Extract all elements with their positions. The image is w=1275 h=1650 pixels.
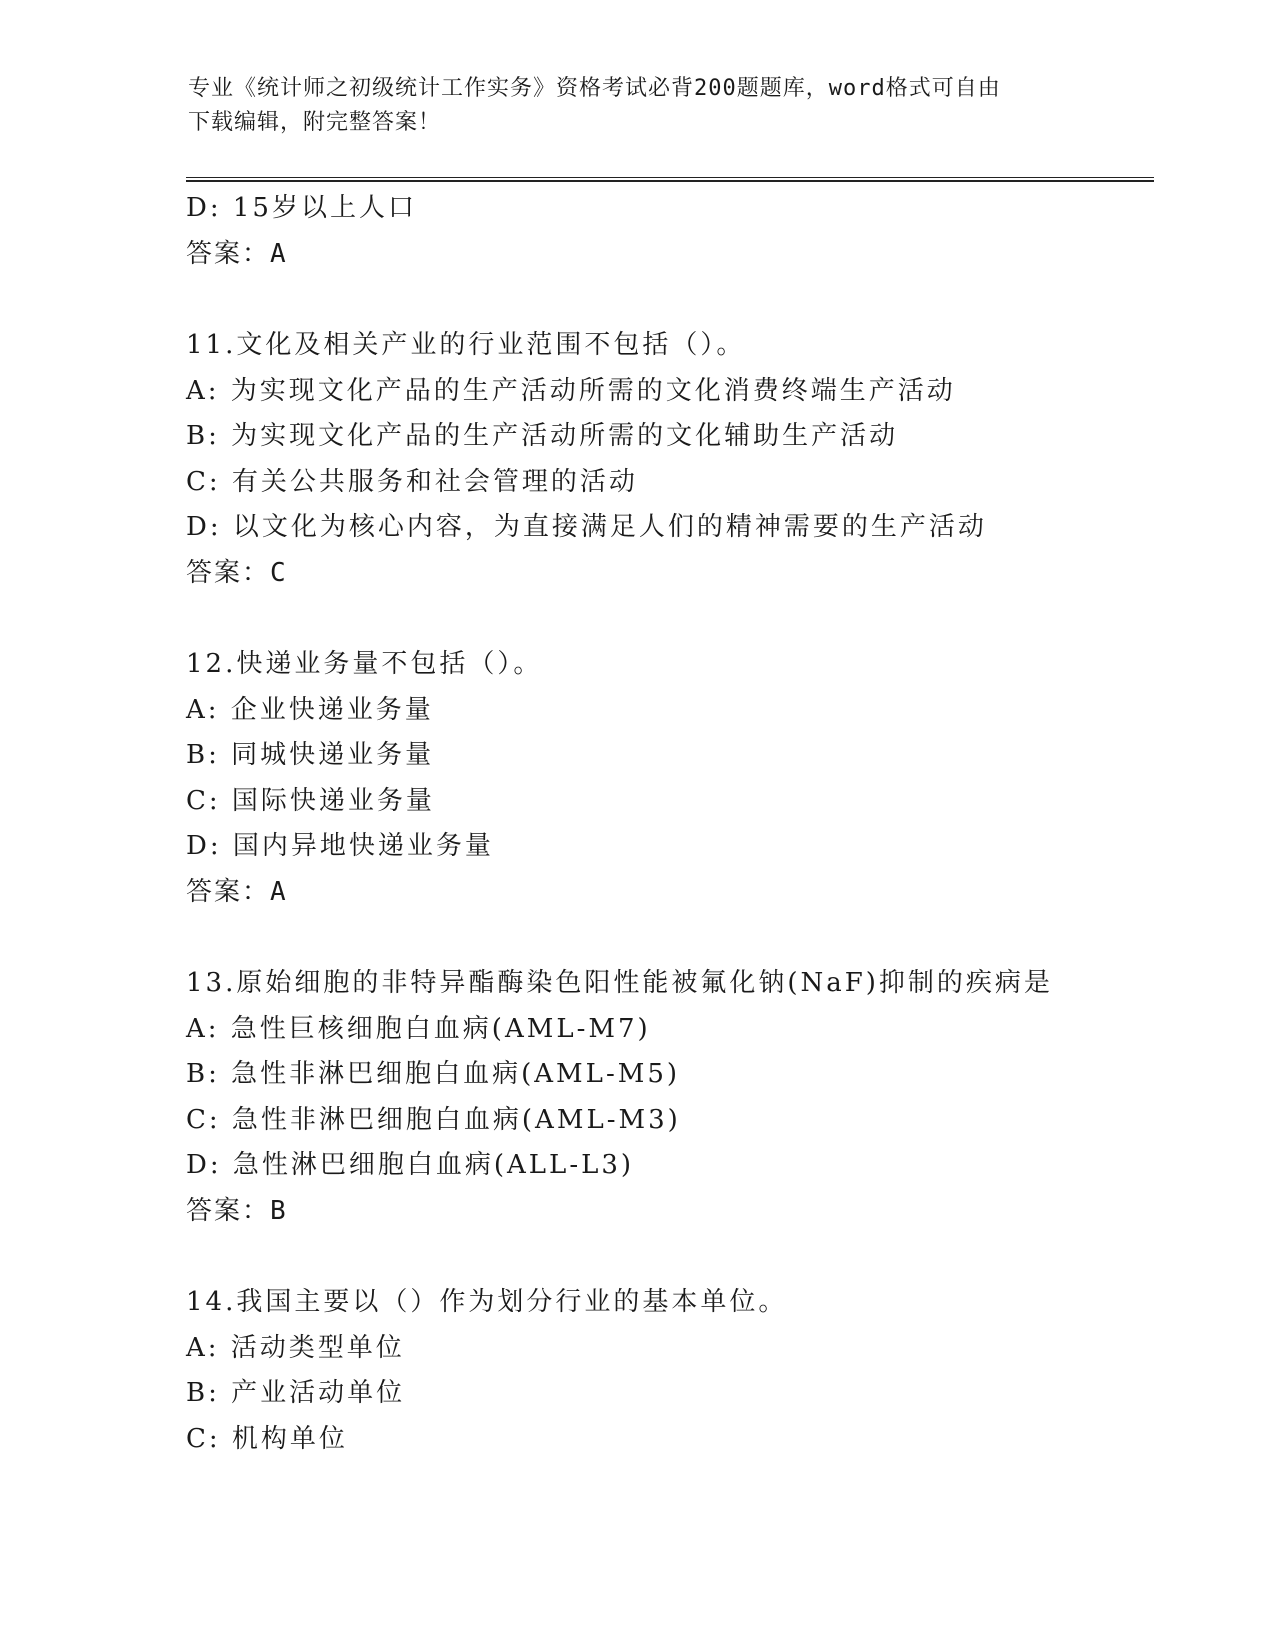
option-c: C: 有关公共服务和社会管理的活动 [186, 466, 638, 497]
option-c: C: 机构单位 [186, 1423, 348, 1454]
spacer [186, 915, 1154, 961]
option-d: D: 急性淋巴细胞白血病(ALL-L3) [186, 1150, 635, 1180]
option-a: A: 为实现文化产品的生产活动所需的文化消费终端生产活动 [186, 375, 956, 406]
option-a: A: 活动类型单位 [186, 1332, 405, 1363]
header-divider [186, 177, 1154, 182]
option-a: A: 企业快递业务量 [186, 694, 434, 725]
option-c: C: 急性非淋巴细胞白血病(AML-M3) [186, 1104, 681, 1135]
answer-line: 答案：B [186, 1195, 288, 1226]
option-d: D: 以文化为核心内容，为直接满足人们的精神需要的生产活动 [186, 512, 987, 542]
option-b: B: 产业活动单位 [186, 1378, 406, 1408]
question-text: 12.快递业务量不包括（）。 [186, 649, 543, 679]
answer-line: 答案：C [186, 557, 288, 588]
option-a: A: 急性巨核细胞白血病(AML-M7) [186, 1013, 651, 1044]
header-line-2: 下载编辑，附完整答案！ [188, 110, 442, 135]
lead-fragment [186, 186, 1154, 277]
question-14 [186, 1280, 1154, 1462]
spacer [186, 596, 1154, 642]
header-line-1: 专业《统计师之初级统计工作实务》资格考试必背200题题库，word格式可自由 [188, 76, 1001, 101]
option-d: D: 国内异地快递业务量 [186, 831, 494, 861]
page-header [188, 72, 1068, 140]
option-b: B: 急性非淋巴细胞白血病(AML-M5) [186, 1059, 681, 1089]
question-12 [186, 642, 1154, 915]
answer-line: 答案：A [186, 876, 288, 907]
answer-line: 答案：A [186, 238, 288, 269]
question-13 [186, 961, 1154, 1234]
question-11 [186, 323, 1154, 596]
question-text: 13.原始细胞的非特异酯酶染色阳性能被氟化钠(NaF)抑制的疾病是 [186, 968, 1053, 998]
option-c: C: 国际快递业务量 [186, 785, 435, 816]
question-text: 14.我国主要以（）作为划分行业的基本单位。 [186, 1287, 788, 1317]
option-b: B: 为实现文化产品的生产活动所需的文化辅助生产活动 [186, 421, 899, 451]
spacer [186, 277, 1154, 323]
document-body [186, 186, 1154, 1462]
option-b: B: 同城快递业务量 [186, 740, 435, 770]
spacer [186, 1234, 1154, 1280]
question-text: 11.文化及相关产业的行业范围不包括（）。 [186, 330, 746, 360]
option-d: D: 15岁以上人口 [186, 193, 417, 223]
